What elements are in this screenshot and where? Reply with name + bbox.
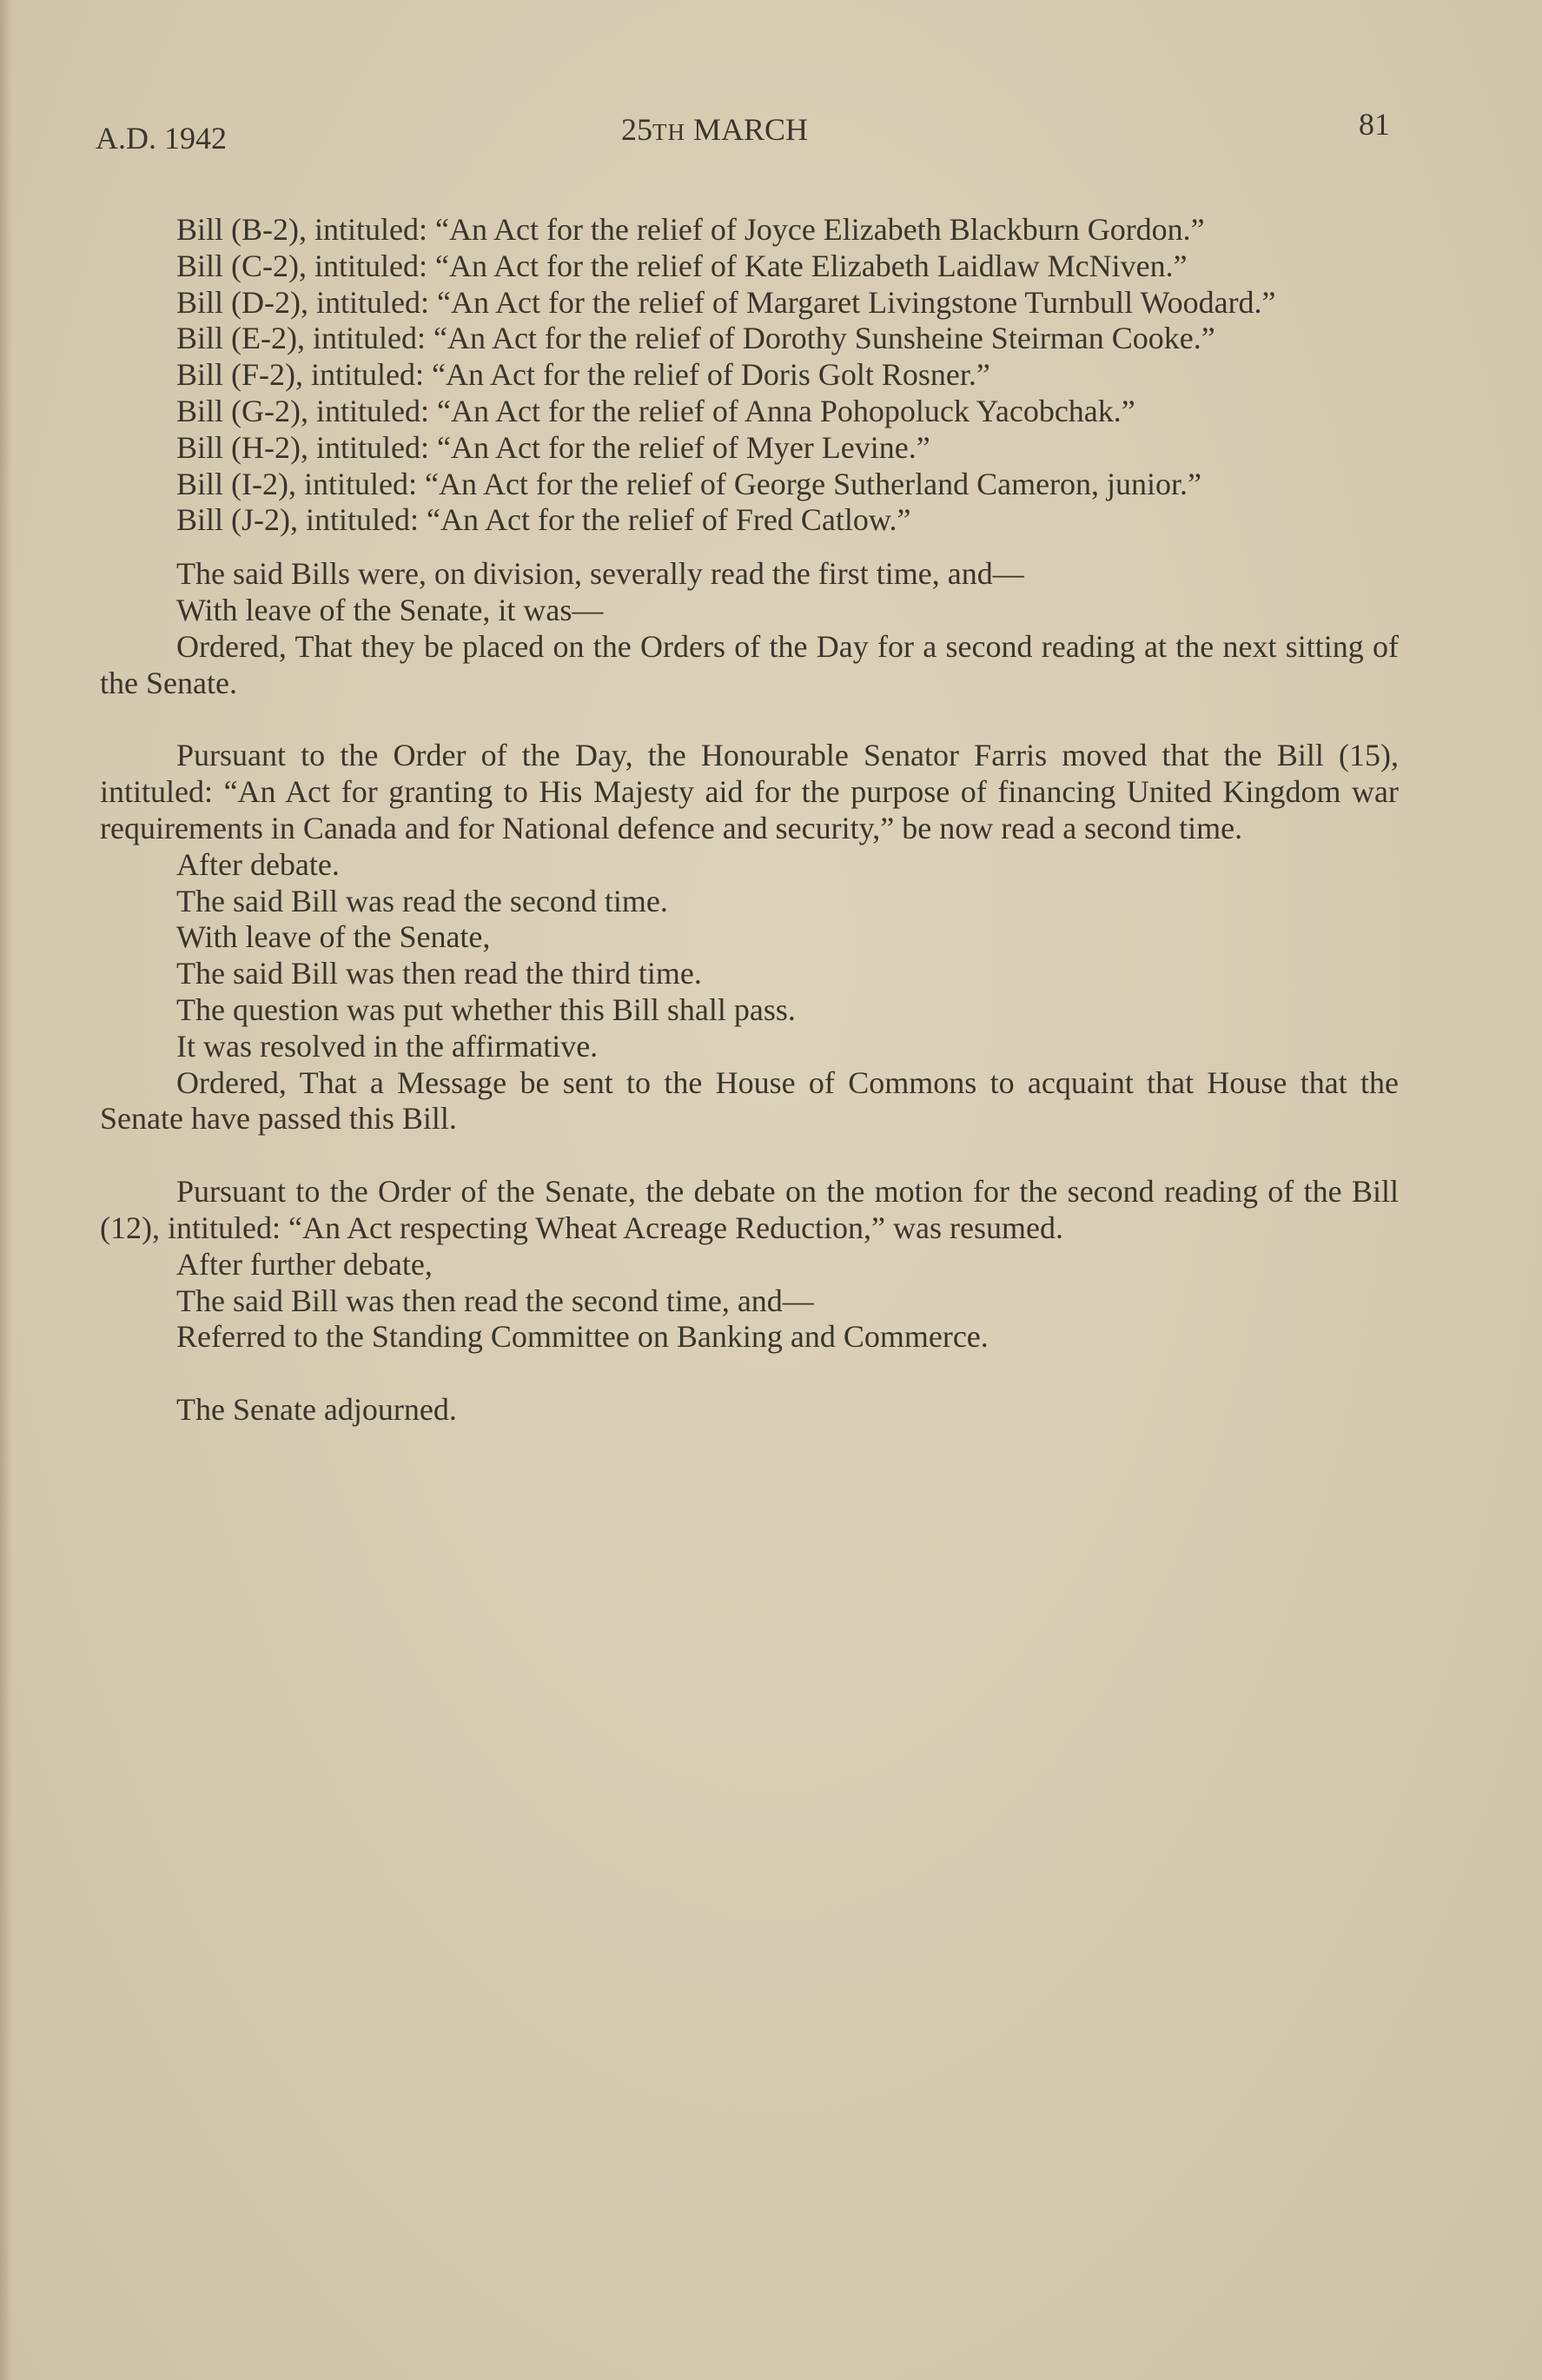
section-gap <box>100 539 1399 556</box>
bill-g2: Bill (G-2), intituled: “An Act for the relief of Anna Pohopoluck Yacobchak.” <box>176 393 1135 428</box>
bill-i2: Bill (I-2), intituled: “An Act for the relief of George Sutherland Cameron, junior.” <box>176 466 1202 501</box>
page-header <box>96 107 1390 163</box>
bill-15-second-reading: The said Bill was read the second time. <box>176 883 668 918</box>
header-date <box>621 111 808 148</box>
bill-e2: Bill (E-2), intituled: “An Act for the relief of Dorothy Sunsheine Steirman Cooke.” <box>176 321 1215 356</box>
section-gap <box>100 701 1399 738</box>
first-reading-order: Ordered, That they be placed on the Orders of the Day for a second reading at the next sitting of the Senate. <box>100 628 1399 700</box>
bill-15-after-debate: After debate. <box>176 846 340 882</box>
bill-15-message: Ordered, That a Message be sent to the House of Commons to acquaint that House that the Senate have passed this Bill. <box>100 1064 1399 1137</box>
bill-h2: Bill (H-2), intituled: “An Act for the relief of Myer Levine.” <box>176 429 930 465</box>
section-gap <box>100 1356 1399 1392</box>
document-body <box>100 212 1399 1429</box>
bill-12-second-reading: The said Bill was then read the second time, and— <box>176 1283 814 1318</box>
first-reading-section <box>100 556 1399 701</box>
bill-15-motion: Pursuant to the Order of the Day, the Honourable Senator Farris moved that the Bill (15), intituled: “An Act for granting to His Majesty aid for the purpose of financing United Kingdom war requirements in Canada and for National defence and security,” be now read a second time. <box>100 738 1399 845</box>
section-gap <box>100 1137 1399 1174</box>
bill-f2: Bill (F-2), intituled: “An Act for the relief of Doris Golt Rosner.” <box>176 357 990 393</box>
bill-15-section <box>100 738 1399 1137</box>
bill-15-question: The question was put whether this Bill shall pass. <box>176 991 796 1027</box>
senate-adjourned: The Senate adjourned. <box>176 1392 457 1428</box>
bill-15-third-reading: The said Bill was then read the third time. <box>176 956 702 991</box>
bill-12-referred: Referred to the Standing Committee on Banking and Commerce. <box>176 1319 989 1355</box>
bill-b2: Bill (B-2), intituled: “An Act for the relief of Joyce Elizabeth Blackburn Gordon.” <box>176 212 1205 247</box>
bill-12-section <box>100 1174 1399 1356</box>
first-reading-paragraph: The said Bills were, on division, severally read the first time, and— <box>176 556 1024 592</box>
bill-12-further-debate: After further debate, <box>176 1246 433 1282</box>
header-month: MARCH <box>693 112 809 147</box>
bill-j2: Bill (J-2), intituled: “An Act for the relief of Fred Catlow.” <box>176 502 911 538</box>
bill-d2: Bill (D-2), intituled: “An Act for the relief of Margaret Livingstone Turnbull Woodard.” <box>176 284 1276 320</box>
page-number: 81 <box>1359 107 1390 142</box>
bills-list <box>100 212 1399 539</box>
bill-c2: Bill (C-2), intituled: “An Act for the relief of Kate Elizabeth Laidlaw McNiven.” <box>176 248 1188 283</box>
bill-15-resolved: It was resolved in the affirmative. <box>176 1028 599 1064</box>
first-reading-leave: With leave of the Senate, it was— <box>176 592 604 627</box>
page-edge-shadow <box>0 0 12 2380</box>
bill-15-leave: With leave of the Senate, <box>176 919 491 955</box>
header-day: 25 <box>621 112 652 147</box>
header-day-suffix: TH <box>652 119 685 145</box>
bill-12-debate: Pursuant to the Order of the Senate, the debate on the motion for the second reading of the Bill (12), intituled: “An Act respecting Wheat Acreage Reduction,” was resumed. <box>100 1174 1399 1245</box>
header-year: A.D. 1942 <box>96 121 227 156</box>
